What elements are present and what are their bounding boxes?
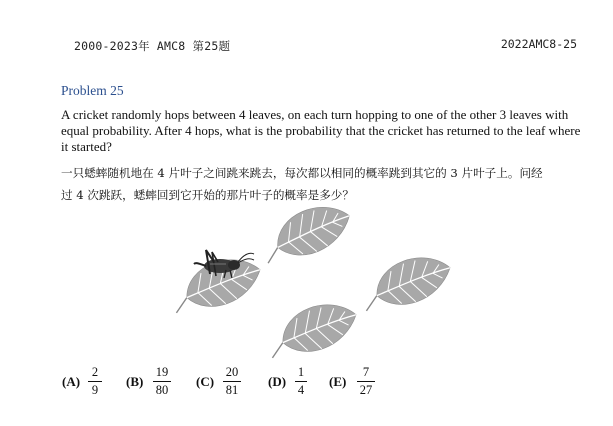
fraction-numerator: 2 [91, 365, 99, 379]
choice-fraction [295, 365, 307, 398]
leaf-bottom [262, 297, 362, 362]
fraction-bar [88, 381, 102, 382]
choice-fraction [357, 365, 375, 398]
problem-cn-line: 过 4 次跳跃，蟋蟀回到它开始的那片叶子的概率是多少？ [61, 188, 354, 202]
fraction-bar [153, 381, 171, 382]
fraction-denominator: 9 [91, 383, 99, 397]
leaf-top [256, 198, 357, 267]
fraction-denominator: 4 [297, 383, 305, 397]
problem-text-line: it started? [61, 139, 112, 154]
header-left-label: 2000-2023年 AMC8 第25题 [74, 39, 231, 53]
choice-fraction [88, 365, 102, 398]
problem-text-line: equal probability. After 4 hops, what is the probability that the cricket has returned to the leaf where [61, 123, 581, 138]
fraction-bar [357, 381, 375, 382]
problem-cn-line: 一只蟋蟀随机地在 4 片叶子之间跳来跳去，每次都以相同的概率跳到其它的 3 片叶子上。问经 [61, 166, 543, 180]
choice-letter: (A) [62, 374, 81, 389]
fraction-bar [295, 381, 307, 382]
fraction-numerator: 20 [225, 365, 239, 379]
fraction-numerator: 1 [297, 365, 305, 379]
fraction-bar [223, 381, 241, 382]
leaf-right [356, 250, 456, 315]
fraction-numerator: 19 [155, 365, 169, 379]
problem-text-line: A cricket randomly hops between 4 leaves, on each turn hopping to one of the other 3 leaves with [61, 107, 569, 122]
choice-letter: (C) [196, 374, 215, 389]
choice-letter: (D) [268, 374, 287, 389]
choice-fraction [223, 365, 241, 398]
choice-letter: (B) [126, 374, 144, 389]
fraction-denominator: 80 [155, 383, 169, 397]
problem-title: Problem 25 [61, 83, 124, 98]
fraction-numerator: 7 [362, 365, 370, 379]
choice-fraction [153, 365, 171, 398]
fraction-denominator: 27 [359, 383, 373, 397]
fraction-denominator: 81 [225, 383, 239, 397]
header-right-label: 2022AMC8-25 [500, 37, 577, 51]
choice-letter: (E) [329, 374, 347, 389]
